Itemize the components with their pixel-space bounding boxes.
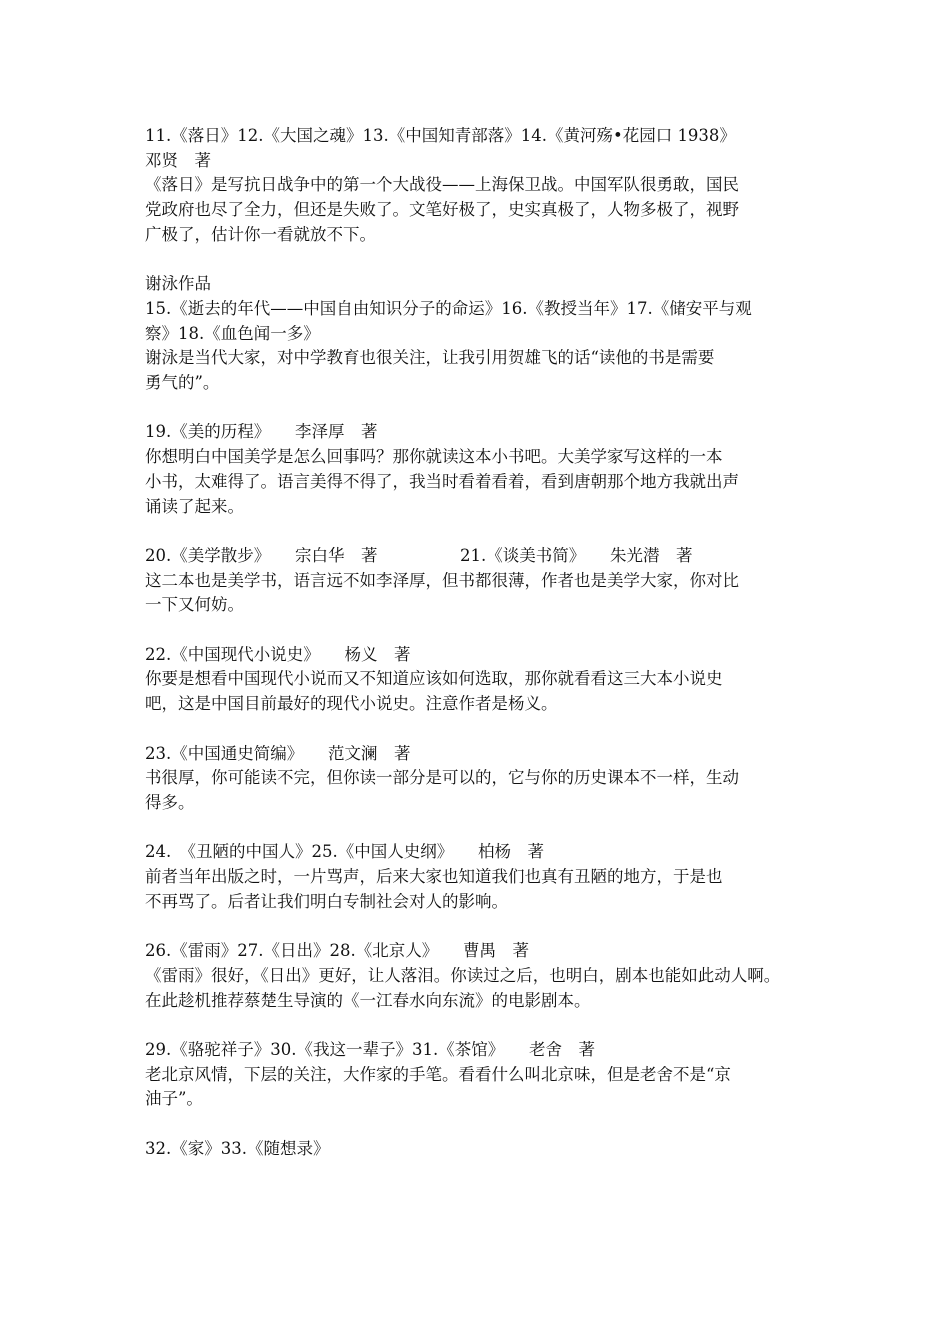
- text-line: 《落日》是写抗日战争中的第一个大战役——上海保卫战。中国军队很勇敢，国民: [145, 175, 739, 195]
- text-line: 20.《美学散步》 宗白华 著 21.《谈美书简》 朱光潜 著: [145, 545, 693, 565]
- blank-line: [145, 1112, 815, 1137]
- text-line: 广极了，估计你一看就放不下。: [145, 224, 376, 244]
- document-page: [145, 124, 815, 1161]
- text-line: 吧，这是中国目前最好的现代小说史。注意作者是杨义。: [145, 694, 558, 714]
- blank-line: [145, 519, 815, 544]
- text-line: 23.《中国通史简编》 范文澜 著: [145, 743, 411, 763]
- blank-line: [145, 248, 815, 273]
- blank-line: [145, 914, 815, 939]
- blank-line: [145, 618, 815, 643]
- text-line: 邓贤 著: [145, 150, 211, 170]
- text-line: 你想明白中国美学是怎么回事吗？那你就读这本小书吧。大美学家写这样的一本: [145, 447, 723, 467]
- text-line: 在此趁机推荐蔡楚生导演的《一江春水向东流》的电影剧本。: [145, 990, 591, 1010]
- text-line: 24. 《丑陋的中国人》25.《中国人史纲》 柏杨 著: [145, 842, 544, 862]
- text-line: 29.《骆驼祥子》30.《我这一辈子》31.《茶馆》 老舍 著: [145, 1039, 595, 1059]
- text-line: 小书，太难得了。语言美得不得了，我当时看着看着，看到唐朝那个地方我就出声: [145, 471, 739, 491]
- text-line: 党政府也尽了全力，但还是失败了。文笔好极了，史实真极了，人物多极了，视野: [145, 200, 739, 220]
- text-line: 15.《逝去的年代——中国自由知识分子的命运》16.《教授当年》17.《储安平与观: [145, 298, 752, 318]
- text-line: 不再骂了。后者让我们明白专制社会对人的影响。: [145, 891, 508, 911]
- text-line: 前者当年出版之时，一片骂声，后来大家也知道我们也真有丑陋的地方，于是也: [145, 867, 723, 886]
- blank-line: [145, 717, 815, 742]
- blank-line: [145, 396, 815, 421]
- text-line: 老北京风情，下层的关注，大作家的手笔。看看什么叫北京味，但是老舍不是“京: [145, 1064, 731, 1084]
- text-line: 油子”。: [145, 1089, 203, 1109]
- text-line: 一下又何妨。: [145, 595, 244, 615]
- text-line: 书很厚，你可能读不完，但你读一部分是可以的，它与你的历史课本不一样，生动: [145, 768, 739, 788]
- text-line: 得多。: [145, 792, 195, 812]
- text-line: 勇气的”。: [145, 373, 220, 393]
- text-line: 你要是想看中国现代小说而又不知道应该如何选取，那你就看看这三大本小说史: [145, 669, 723, 689]
- blank-line: [145, 816, 815, 841]
- text-line: 19.《美的历程》 李泽厚 著: [145, 422, 378, 442]
- text-line: 谢泳作品: [145, 274, 211, 294]
- text-line: 《雷雨》很好，《日出》更好，让人落泪。你读过之后，也明白，剧本也能如此动人啊。: [145, 965, 781, 985]
- text-line: 26.《雷雨》27.《日出》28.《北京人》 曹禺 著: [145, 941, 529, 961]
- blank-line: [145, 1013, 815, 1038]
- text-line: 谢泳是当代大家，对中学教育也很关注，让我引用贺雄飞的话“读他的书是需要: [145, 348, 715, 368]
- text-line: 诵读了起来。: [145, 496, 244, 516]
- text-line: 察》18.《血色闻一多》: [145, 323, 320, 343]
- text-line: 32.《家》33.《随想录》: [145, 1138, 330, 1158]
- text-line: 11.《落日》12.《大国之魂》13.《中国知青部落》14.《黄河殇•花园口 1938》: [145, 126, 736, 145]
- text-line: 这二本也是美学书，语言远不如李泽厚，但书都很薄，作者也是美学大家，你对比: [145, 570, 739, 590]
- text-line: 22.《中国现代小说史》 杨义 著: [145, 644, 411, 664]
